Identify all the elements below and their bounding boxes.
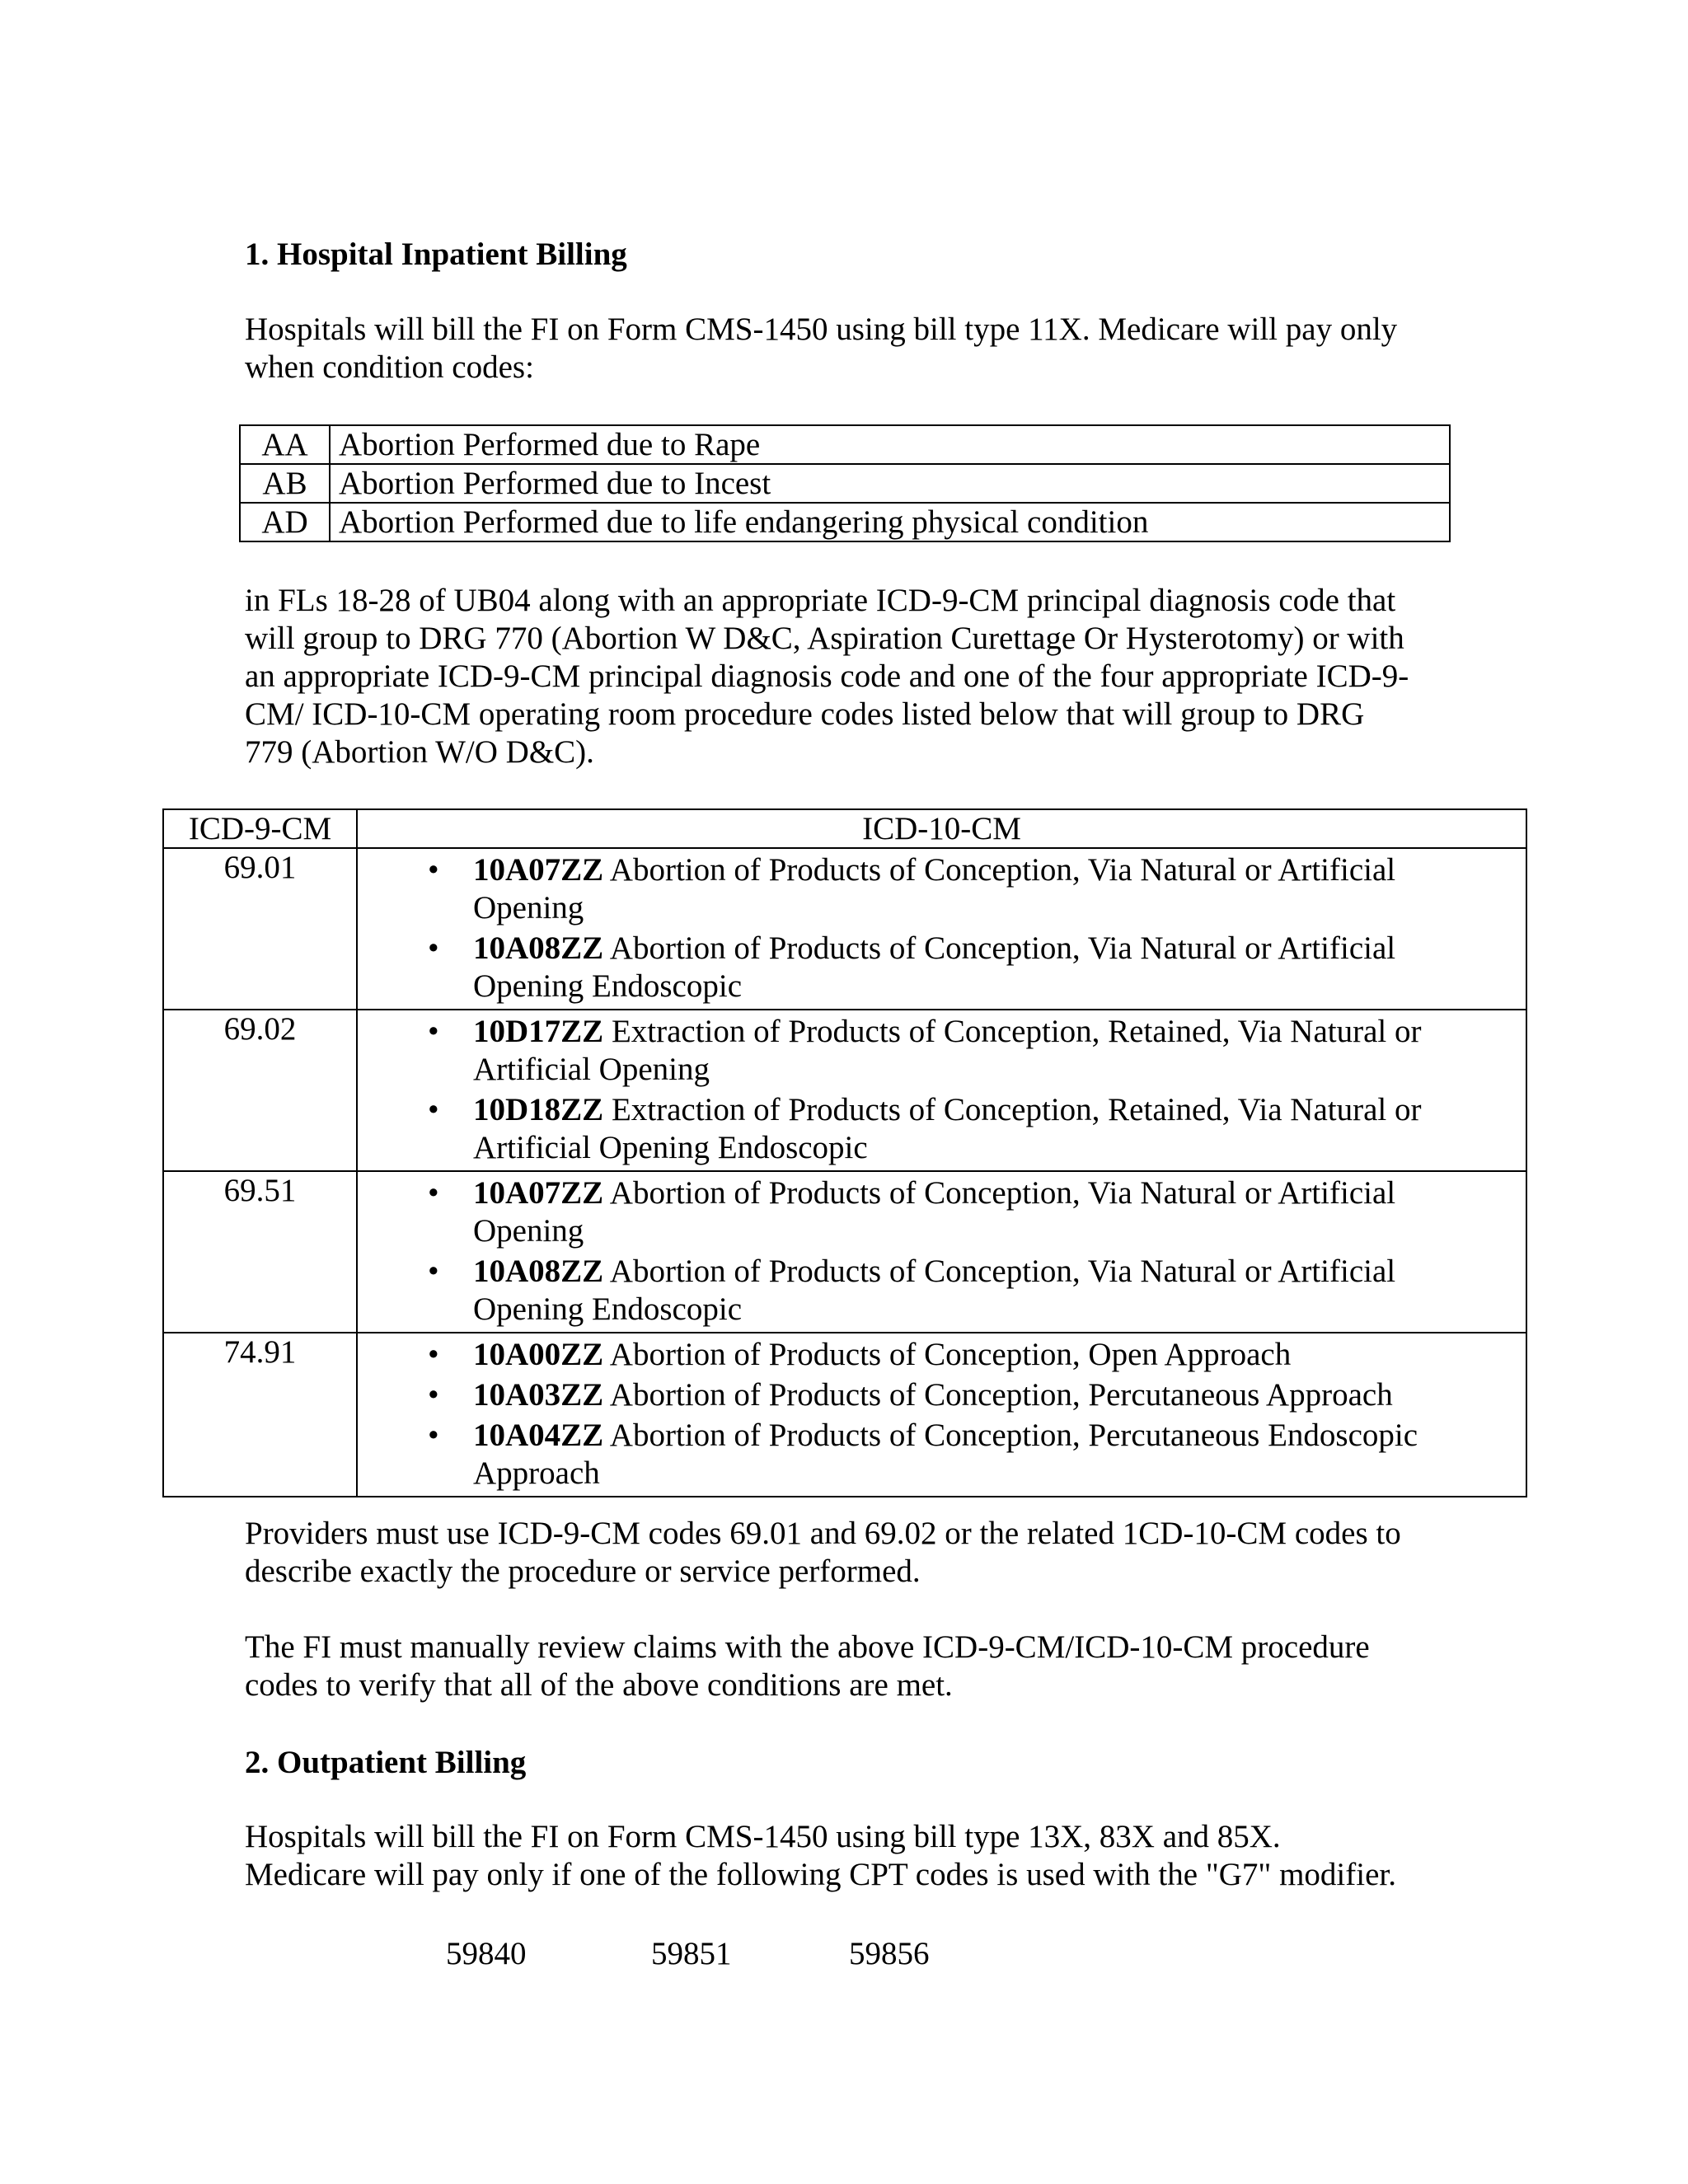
paragraph-line: Providers must use ICD-9-CM codes 69.01 and 69.02 or the related 1CD-10-CM codes to	[245, 1516, 1401, 1551]
icd10-code-list	[359, 1173, 1525, 1329]
providers-paragraph	[245, 1515, 1498, 1591]
cpt-code: 59851	[651, 1936, 732, 1971]
paragraph-line: when condition codes:	[245, 349, 534, 385]
section-1-after-codes	[245, 582, 1498, 771]
paragraph-line: codes to verify that all of the above conditions are met.	[245, 1667, 953, 1703]
list-item	[359, 1253, 1525, 1329]
condition-code-cell: AD	[240, 503, 330, 541]
table-row	[163, 1010, 1526, 1171]
icd10-codes-cell	[357, 1010, 1526, 1171]
bullet-icon: •	[428, 1175, 439, 1211]
paragraph-line: Medicare will pay only if one of the following CPT codes is used with the "G7" modifier.	[245, 1857, 1396, 1892]
procedure-code: 10A07ZZ	[473, 852, 604, 888]
procedure-description: Abortion of Products of Conception, Via Natural or Artificial Opening	[473, 1175, 1396, 1249]
bullet-icon: •	[428, 1014, 439, 1049]
procedure-description: Abortion of Products of Conception, Via Natural or Artificial Opening	[473, 852, 1396, 926]
bullet-icon: •	[428, 1377, 439, 1413]
bullet-icon: •	[428, 930, 439, 966]
table-row	[163, 1171, 1526, 1333]
paragraph-line: in FLs 18-28 of UB04 along with an appropriate ICD-9-CM principal diagnosis code that	[245, 583, 1396, 618]
procedure-code: 10A08ZZ	[473, 1254, 604, 1289]
procedure-description: Abortion of Products of Conception, Via Natural or Artificial Opening Endoscopic	[473, 930, 1396, 1004]
section-1-heading: 1. Hospital Inpatient Billing	[245, 237, 627, 272]
list-item	[359, 851, 1525, 927]
procedure-description: Abortion of Products of Conception, Percutaneous Approach	[603, 1377, 1393, 1413]
list-item	[359, 1336, 1525, 1374]
paragraph-line: describe exactly the procedure or service performed.	[245, 1554, 921, 1589]
bullet-icon: •	[428, 1092, 439, 1127]
section-2-heading: 2. Outpatient Billing	[245, 1745, 527, 1780]
icd10-codes-cell	[357, 848, 1526, 1010]
bullet-icon: •	[428, 1254, 439, 1289]
paragraph-line: 779 (Abortion W/O D&C).	[245, 734, 594, 770]
condition-description-cell: Abortion Performed due to life endangering physical condition	[330, 503, 1450, 541]
table-row	[240, 503, 1450, 541]
table-row	[240, 464, 1450, 503]
icd10-codes-cell	[357, 1333, 1526, 1497]
cpt-code: 59840	[446, 1936, 527, 1971]
icd10-code-list	[359, 850, 1525, 1005]
procedure-code: 10D18ZZ	[473, 1092, 604, 1127]
procedure-description: Abortion of Products of Conception, Open Approach	[603, 1337, 1292, 1372]
condition-description-cell: Abortion Performed due to Incest	[330, 464, 1450, 503]
table-row	[163, 848, 1526, 1010]
bullet-icon: •	[428, 852, 439, 888]
condition-codes-table	[239, 424, 1451, 542]
procedure-description: Extraction of Products of Conception, Retained, Via Natural or Artificial Opening	[473, 1014, 1422, 1087]
procedure-code: 10A00ZZ	[473, 1337, 604, 1372]
condition-description-cell: Abortion Performed due to Rape	[330, 425, 1450, 464]
icd10-code-list	[359, 1011, 1525, 1167]
paragraph-line: The FI must manually review claims with the above ICD-9-CM/ICD-10-CM procedure	[245, 1629, 1370, 1665]
list-item	[359, 930, 1525, 1005]
cpt-code: 59856	[849, 1936, 930, 1971]
paragraph-line: CM/ ICD-10-CM operating room procedure codes listed below that will group to DRG	[245, 696, 1365, 732]
list-item	[359, 1417, 1525, 1493]
list-item	[359, 1174, 1525, 1250]
list-item	[359, 1091, 1525, 1167]
section-1-intro	[245, 311, 1498, 387]
paragraph-line: Hospitals will bill the FI on Form CMS-1450 using bill type 13X, 83X and 85X.	[245, 1819, 1281, 1854]
icd9-code-cell: 74.91	[163, 1333, 357, 1497]
column-header-icd10: ICD-10-CM	[357, 809, 1526, 848]
procedure-description: Extraction of Products of Conception, Retained, Via Natural or Artificial Opening Endoscopic	[473, 1092, 1422, 1165]
column-header-icd9: ICD-9-CM	[163, 809, 357, 848]
table-header-row	[163, 809, 1526, 848]
bullet-icon: •	[428, 1418, 439, 1453]
condition-code-cell: AA	[240, 425, 330, 464]
icd10-code-list	[359, 1334, 1525, 1493]
procedure-description: Abortion of Products of Conception, Via Natural or Artificial Opening Endoscopic	[473, 1254, 1396, 1327]
procedure-code: 10A03ZZ	[473, 1377, 604, 1413]
procedure-description: Abortion of Products of Conception, Percutaneous Endoscopic Approach	[473, 1418, 1418, 1491]
paragraph-line: an appropriate ICD-9-CM principal diagnosis code and one of the four appropriate ICD-9-	[245, 658, 1409, 694]
procedure-code: 10A07ZZ	[473, 1175, 604, 1211]
review-paragraph	[245, 1629, 1498, 1704]
section-2-intro	[245, 1818, 1498, 1894]
procedure-code: 10A04ZZ	[473, 1418, 604, 1453]
list-item	[359, 1013, 1525, 1089]
procedure-code: 10D17ZZ	[473, 1014, 604, 1049]
procedure-code: 10A08ZZ	[473, 930, 604, 966]
bullet-icon: •	[428, 1337, 439, 1372]
condition-code-cell: AB	[240, 464, 330, 503]
list-item	[359, 1376, 1525, 1414]
icd9-code-cell: 69.02	[163, 1010, 357, 1171]
icd9-code-cell: 69.01	[163, 848, 357, 1010]
paragraph-line: Hospitals will bill the FI on Form CMS-1450 using bill type 11X. Medicare will pay only	[245, 312, 1398, 347]
icd9-code-cell: 69.51	[163, 1171, 357, 1333]
table-row	[163, 1333, 1526, 1497]
table-row	[240, 425, 1450, 464]
procedure-codes-table	[162, 808, 1527, 1497]
icd10-codes-cell	[357, 1171, 1526, 1333]
paragraph-line: will group to DRG 770 (Abortion W D&C, Aspiration Curettage Or Hysterotomy) or with	[245, 621, 1404, 656]
